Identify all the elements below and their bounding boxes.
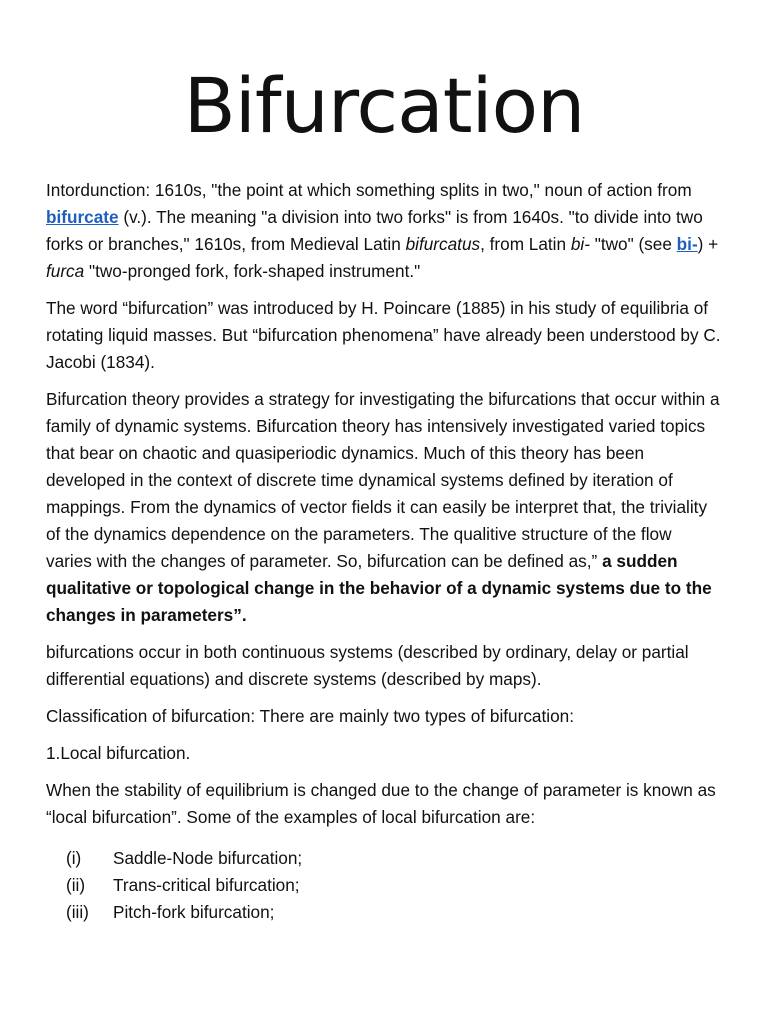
bi-link[interactable]: bi- [676, 234, 698, 255]
list-item-number: (i) [66, 848, 82, 869]
classification-paragraph: Classification of bifurcation: There are mainly two types of bifurcation: [46, 706, 574, 727]
introduction-paragraph [46, 177, 722, 285]
intro-text-c: , from Latin [480, 234, 571, 255]
systems-paragraph: bifurcations occur in both continuous systems (described by ordinary, delay or partial differential equations) and discrete systems (described by maps). [46, 642, 689, 690]
theory-text: Bifurcation theory provides a strategy for investigating the bifurcations that occur within a family of dynamic systems. Bifurcation theory has intensively investigated varied topics that bear on chaotic and quasiperiodic dynamics. Much of this theory has been developed in the context of discrete time dynamical systems defined by iteration of mappings. From the dynamics of vector fields it can easily be interpret that, the triviality of the dynamics dependence on the parameters. The qualitive structure of the flow varies with the changes of parameter. So, bifurcation can be defined as,” [46, 389, 720, 572]
local-bifurcation-paragraph: When the stability of equilibrium is changed due to the change of parameter is known as “local bifurcation”. Some of the examples of local bifurcation are: [46, 780, 716, 828]
definition-bold-text: a sudden qualitative or topological change in the behavior of a dynamic systems due to the changes in parameters”. [46, 551, 712, 626]
theory-paragraph [46, 386, 722, 629]
list-item [66, 872, 722, 899]
intro-italic-bifurcatus: bifurcatus [405, 234, 481, 255]
list-item-text: Trans-critical bifurcation; [113, 875, 300, 896]
intro-text-e: ) + [697, 234, 719, 255]
list-item [66, 845, 722, 872]
list-item-text: Saddle-Node bifurcation; [113, 848, 303, 869]
intro-text-f: "two-pronged fork, fork-shaped instrument." [84, 261, 421, 282]
list-item [66, 899, 722, 926]
intro-italic-furca: furca [46, 261, 85, 282]
page-title: Bifurcation [183, 61, 585, 150]
examples-list [46, 845, 722, 926]
intro-text-b: (v.). The meaning "a division into two forks" is from 1640s. "to divide into two forks or branches," 1610s, from Medieval Latin [46, 207, 703, 255]
list-item-number: (ii) [66, 875, 86, 896]
local-bifurcation-heading: 1.Local bifurcation. [46, 743, 191, 764]
list-item-text: Pitch-fork bifurcation; [113, 902, 275, 923]
list-item-number: (iii) [66, 902, 89, 923]
intro-text-a: Intordunction: 1610s, "the point at which something splits in two," noun of action from [46, 180, 692, 201]
bifurcate-link[interactable]: bifurcate [46, 207, 119, 228]
intro-italic-bi: bi- [570, 234, 590, 255]
history-paragraph: The word “bifurcation” was introduced by H. Poincare (1885) in his study of equilibria of rotating liquid masses. But “bifurcation phenomena” have already been understood by C. Jacobi (1834). [46, 298, 721, 373]
intro-text-d: "two" (see [589, 234, 677, 255]
